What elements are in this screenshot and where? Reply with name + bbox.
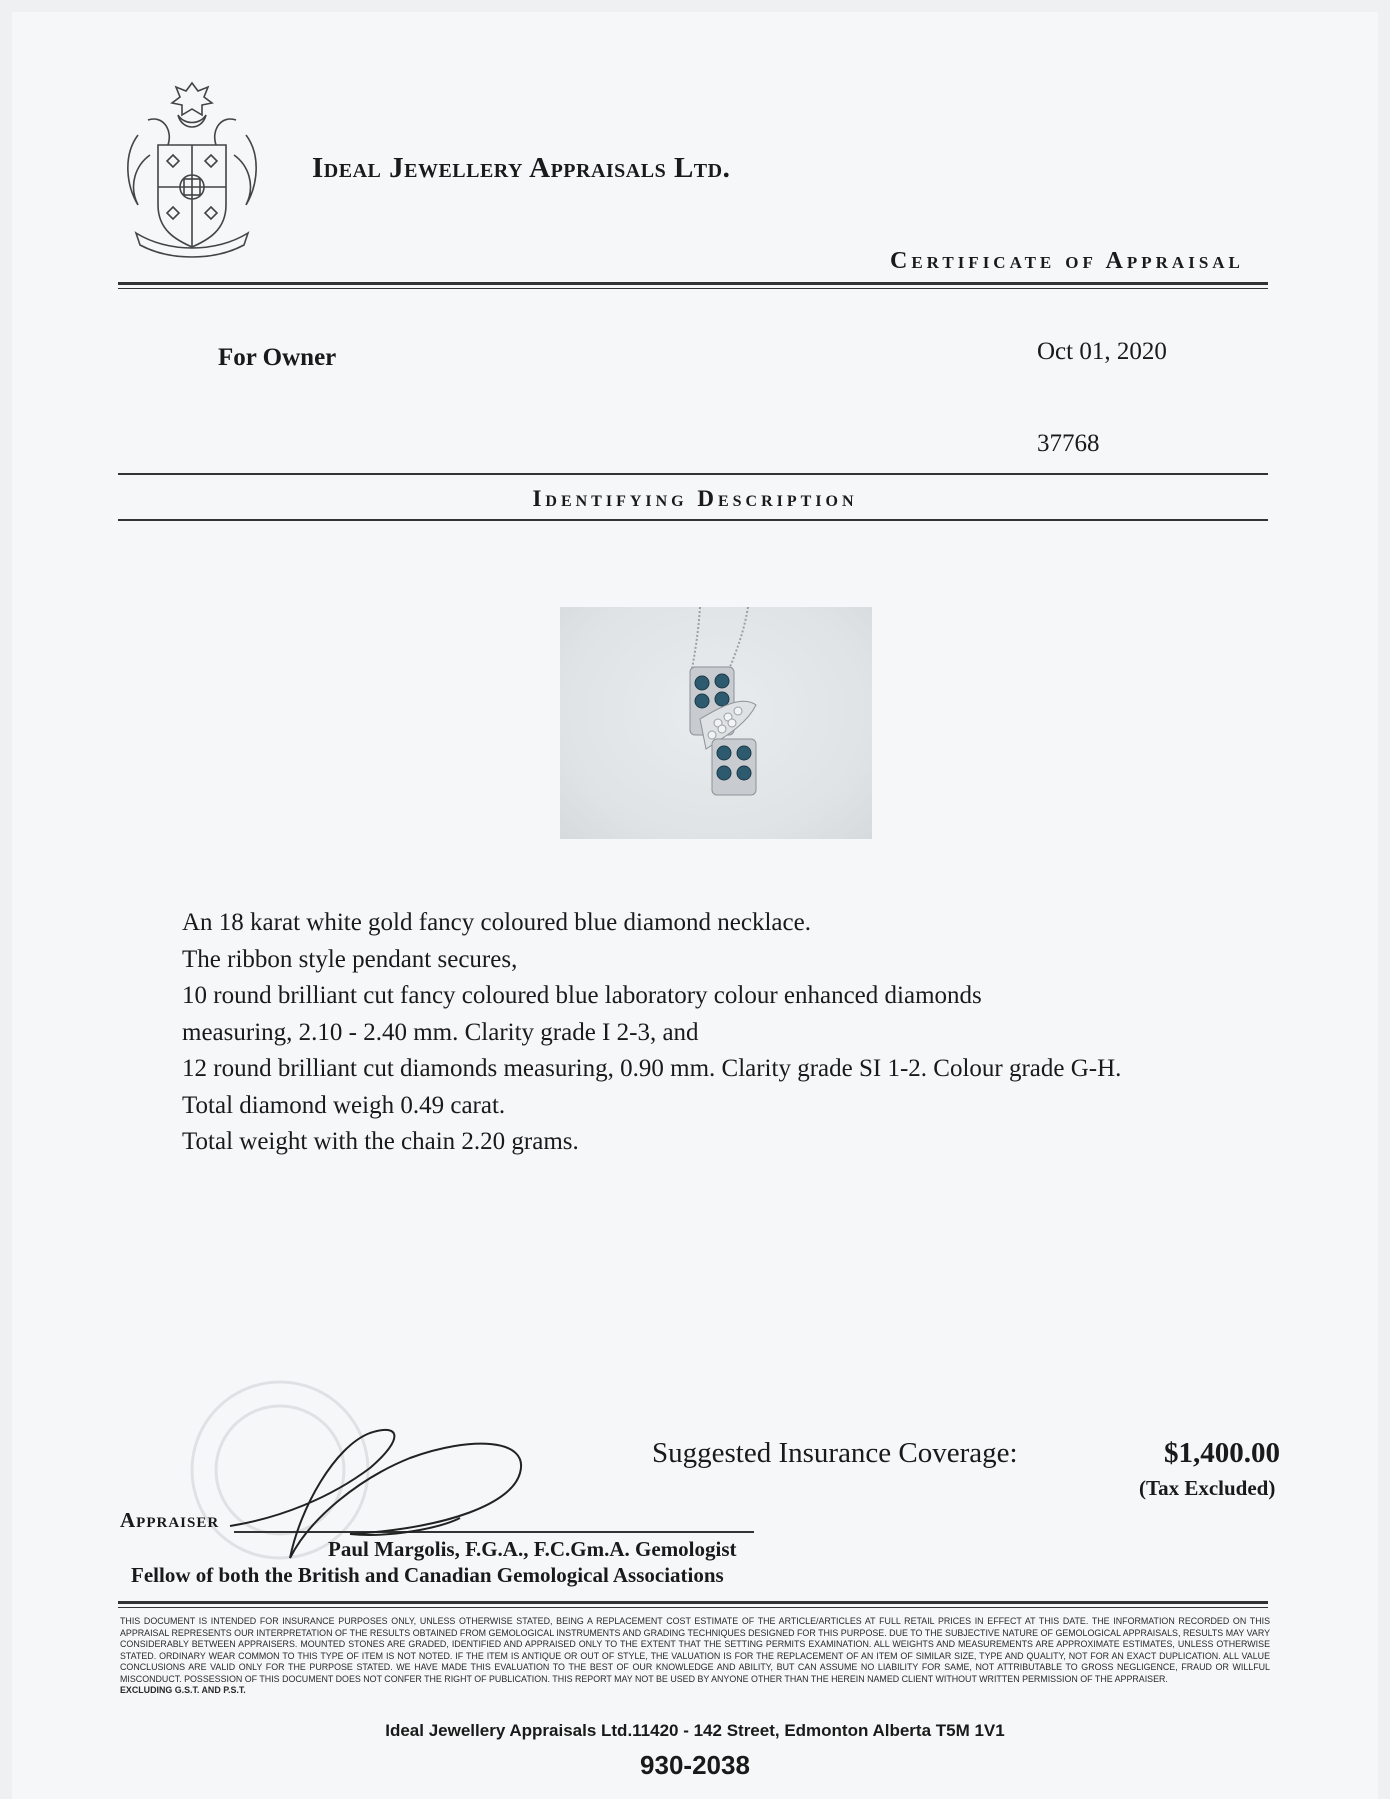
description-line: measuring, 2.10 - 2.40 mm. Clarity grade I 2-3, and — [182, 1018, 699, 1046]
header-divider-thin — [118, 288, 1268, 289]
reference-number: 37768 — [1037, 430, 1100, 457]
appraisal-date: Oct 01, 2020 — [1037, 338, 1167, 365]
footer-divider-thick — [118, 1601, 1268, 1604]
item-description — [182, 905, 1121, 1161]
description-line: 10 round brilliant cut fancy coloured blue laboratory colour enhanced diamonds — [182, 982, 982, 1009]
company-name: Ideal Jewellery Appraisals Ltd. — [312, 152, 731, 184]
section-title: Identifying Description — [532, 486, 858, 511]
legal-disclaimer — [120, 1616, 1270, 1697]
pendant-illustration — [560, 607, 872, 839]
section-divider-top — [118, 473, 1268, 475]
owner-label: For Owner — [218, 344, 337, 371]
coat-of-arms-icon — [118, 75, 266, 265]
tax-exclusion-note: EXCLUDING G.S.T. AND P.S.T. — [120, 1685, 246, 1695]
appraiser-name: Paul Margolis, F.G.A., F.C.Gm.A. Gemologist — [328, 1537, 737, 1561]
document-title: Certificate of Appraisal — [890, 248, 1244, 274]
description-line: An 18 karat white gold fancy coloured blue diamond necklace. — [182, 909, 811, 936]
description-line: The ribbon style pendant secures, — [182, 945, 518, 973]
appraiser-label: Appraiser — [120, 1508, 220, 1532]
pendant-photo — [560, 607, 872, 839]
footer-divider-thin — [118, 1607, 1268, 1608]
disclaimer-text: THIS DOCUMENT IS INTENDED FOR INSURANCE PURPOSES ONLY, UNLESS OTHERWISE STATED, BEING A REPLACEMENT COST ESTIMATE OF THE ARTICLE/ARTICLES AT FULL RETAIL PRICES IN EFFECT AT THIS DATE. THE INFORMATION RECORDED ON THIS APPRAISAL REPRESENTS OUR INTERPRETATION OF THE RESULTS OBTAINED FROM GEMOLOGICAL INSTRUMENTS AND GRADING TECHNIQUES DESIGNED FOR THIS PURPOSE. DUE TO THE SUBJECTIVE NATURE OF GEMOLOGICAL APPRAISALS, RESULTS MAY VARY CONSIDERABLY BETWEEN APPRAISERS. MOUNTED STONES ARE GRADED, IDENTIFIED AND APPRAISED ONLY TO THE EXTENT THAT THE SETTING PERMITS EXAMINATION. ALL WEIGHTS AND MEASUREMENTS ARE APPROXIMATE ESTIMATES, UNLESS OTHERWISE STATED. ORDINARY WEAR COMMON TO THIS TYPE OF ITEM IS NOT NOTED. IF THE ITEM IS ANTIQUE OR OUT OF STYLE, THE VALUATION IS FOR THE REPLACEMENT OF AN ITEM OF SIMILAR SIZE, TYPE AND QUALITY, NOT FOR AN EXACT DUPLICATION. ALL VALUE CONCLUSIONS ARE VALID ONLY FOR THE PURPOSE STATED. WE HAVE MADE THIS EVALUATION TO THE BEST OF OUR KNOWLEDGE AND ABILITY, BUT CAN ASSUME NO LIABILITY FOR SAME, NOT ATTRIBUTABLE TO GROSS NEGLIGENCE, FRAUD OR WILLFUL MISCONDUCT. POSSESSION OF THIS DOCUMENT DOES NOT CONFER THE RIGHT OF PUBLICATION. THIS REPORT MAY NOT BE USED BY ANYONE OTHER THAN THE HEREIN NAMED CLIENT WITHOUT WRITTEN PERMISSION OF THE APPRAISER. — [120, 1616, 1270, 1684]
description-line: Total weight with the chain 2.20 grams. — [182, 1128, 579, 1155]
description-line: 12 round brilliant cut diamonds measuring, 0.90 mm. Clarity grade SI 1-2. Colour grade G-H. — [182, 1055, 1122, 1082]
company-phone: 930-2038 — [640, 1750, 750, 1780]
signature-icon — [220, 1398, 580, 1588]
coverage-amount: $1,400.00 — [1164, 1437, 1280, 1469]
appraiser-fellowship: Fellow of both the British and Canadian Gemological Associations — [131, 1563, 724, 1587]
tax-note: (Tax Excluded) — [1139, 1476, 1276, 1500]
header-divider-thick — [118, 282, 1268, 285]
company-address: Ideal Jewellery Appraisals Ltd.11420 - 142 Street, Edmonton Alberta T5M 1V1 — [385, 1721, 1005, 1740]
section-divider-bottom — [118, 519, 1268, 521]
coverage-label: Suggested Insurance Coverage: — [652, 1437, 1018, 1469]
description-line: Total diamond weigh 0.49 carat. — [182, 1091, 506, 1119]
